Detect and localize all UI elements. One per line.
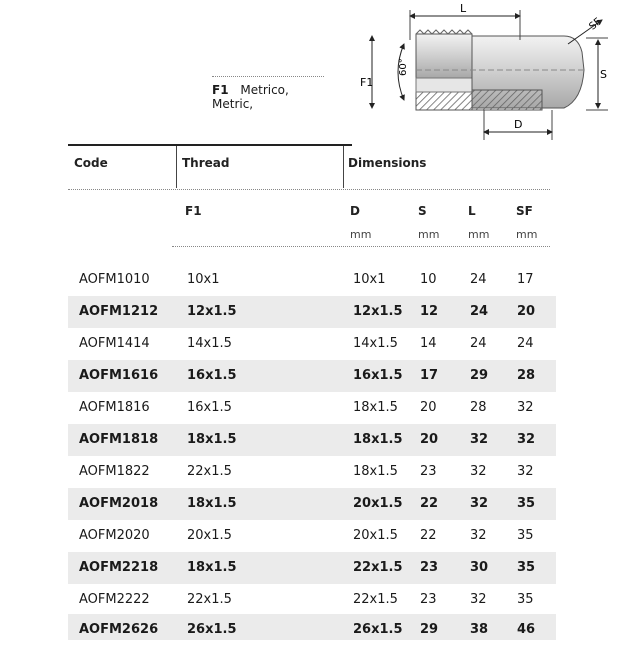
cell-s: 12: [420, 304, 439, 319]
cell-f1: 18x1.5: [187, 496, 237, 511]
cell-l: 38: [470, 622, 489, 637]
subheader-sf: SF: [516, 204, 533, 218]
cell-l: 28: [470, 400, 487, 415]
table-row: [68, 328, 556, 360]
cell-sf: 32: [517, 400, 534, 415]
fitting-drawing: [352, 0, 640, 140]
cell-code: AOFM1616: [79, 368, 159, 383]
cell-f1: 10x1: [187, 272, 220, 287]
cell-d: 22x1.5: [353, 592, 398, 607]
header-code: Code: [74, 156, 108, 170]
cell-d: 22x1.5: [353, 560, 403, 575]
cell-d: 10x1: [353, 272, 386, 287]
cell-s: 22: [420, 496, 439, 511]
cell-s: 14: [420, 336, 437, 351]
cell-f1: 18x1.5: [187, 432, 237, 447]
table-row: [68, 424, 556, 456]
table-row: [68, 456, 556, 488]
cell-s: 23: [420, 464, 437, 479]
unit-s: mm: [418, 228, 440, 241]
legend-key: F1: [212, 83, 229, 97]
table-row: [68, 552, 556, 584]
cell-s: 22: [420, 528, 437, 543]
header-thread: Thread: [182, 156, 230, 170]
cell-s: 23: [420, 560, 439, 575]
cell-sf: 35: [517, 592, 534, 607]
header-top-rule: [68, 144, 352, 146]
cell-f1: 22x1.5: [187, 464, 232, 479]
subheader-l: L: [468, 204, 476, 218]
cell-l: 24: [470, 272, 487, 287]
cell-f1: 16x1.5: [187, 368, 237, 383]
cell-d: 20x1.5: [353, 528, 398, 543]
cell-code: AOFM2222: [79, 592, 150, 607]
angle-label: 60°: [398, 58, 409, 76]
cell-sf: 35: [517, 496, 536, 511]
cell-code: AOFM1414: [79, 336, 150, 351]
table-row: [68, 614, 556, 640]
subheader-f1: F1: [185, 204, 202, 218]
cell-code: AOFM1816: [79, 400, 150, 415]
cell-d: 14x1.5: [353, 336, 398, 351]
cell-d: 26x1.5: [353, 622, 403, 637]
cell-code: AOFM1818: [79, 432, 159, 447]
cell-d: 18x1.5: [353, 464, 398, 479]
cell-sf: 46: [517, 622, 536, 637]
cell-f1: 12x1.5: [187, 304, 237, 319]
table-row: [68, 296, 556, 328]
legend-text: Metrico, Metric,: [212, 83, 289, 111]
cell-l: 29: [470, 368, 489, 383]
cell-l: 24: [470, 304, 489, 319]
cell-f1: 14x1.5: [187, 336, 232, 351]
cell-d: 16x1.5: [353, 368, 403, 383]
cell-d: 18x1.5: [353, 432, 403, 447]
cell-code: AOFM1212: [79, 304, 159, 319]
header-dimensions: Dimensions: [348, 156, 427, 170]
table-row: [68, 488, 556, 520]
cell-sf: 28: [517, 368, 536, 383]
cell-d: 18x1.5: [353, 400, 398, 415]
table-row: [68, 520, 556, 552]
cell-d: 20x1.5: [353, 496, 403, 511]
dim-D-label: D: [514, 118, 523, 131]
cell-s: 10: [420, 272, 437, 287]
subheader-d: D: [350, 204, 360, 218]
cell-sf: 24: [517, 336, 534, 351]
header-bottom-rule: [68, 189, 550, 190]
cell-sf: 17: [517, 272, 534, 287]
thread-legend: [212, 76, 324, 111]
thread-dimensions-divider: [343, 146, 344, 188]
cell-code: AOFM2626: [79, 622, 159, 637]
cell-f1: 18x1.5: [187, 560, 237, 575]
cell-l: 32: [470, 592, 487, 607]
units-rule: [172, 246, 550, 247]
table-row: [68, 360, 556, 392]
cell-l: 30: [470, 560, 489, 575]
cell-f1: 22x1.5: [187, 592, 232, 607]
cell-d: 12x1.5: [353, 304, 403, 319]
code-thread-divider: [176, 146, 177, 188]
cell-code: AOFM1010: [79, 272, 150, 287]
cell-s: 20: [420, 400, 437, 415]
table-row: [68, 392, 556, 424]
cell-s: 23: [420, 592, 437, 607]
cell-sf: 20: [517, 304, 536, 319]
cell-code: AOFM2018: [79, 496, 159, 511]
table-row: [68, 584, 556, 616]
dim-F1-label: F1: [360, 76, 374, 89]
cell-f1: 20x1.5: [187, 528, 232, 543]
unit-d: mm: [350, 228, 372, 241]
cell-f1: 26x1.5: [187, 622, 237, 637]
cell-l: 32: [470, 496, 489, 511]
cell-code: AOFM2218: [79, 560, 159, 575]
dim-SF-label: SF: [587, 16, 604, 33]
cell-f1: 16x1.5: [187, 400, 232, 415]
cell-l: 24: [470, 336, 487, 351]
cell-l: 32: [470, 528, 487, 543]
cell-sf: 35: [517, 528, 534, 543]
unit-l: mm: [468, 228, 490, 241]
cell-sf: 32: [517, 432, 536, 447]
cell-s: 17: [420, 368, 439, 383]
cell-sf: 32: [517, 464, 534, 479]
cell-l: 32: [470, 432, 489, 447]
table-row: [68, 264, 556, 296]
dim-L-label: L: [460, 2, 467, 15]
cell-s: 29: [420, 622, 439, 637]
cell-s: 20: [420, 432, 439, 447]
cell-sf: 35: [517, 560, 536, 575]
cell-code: AOFM2020: [79, 528, 150, 543]
unit-sf: mm: [516, 228, 538, 241]
cell-code: AOFM1822: [79, 464, 150, 479]
subheader-s: S: [418, 204, 427, 218]
dim-S-label: S: [600, 68, 607, 81]
cell-l: 32: [470, 464, 487, 479]
